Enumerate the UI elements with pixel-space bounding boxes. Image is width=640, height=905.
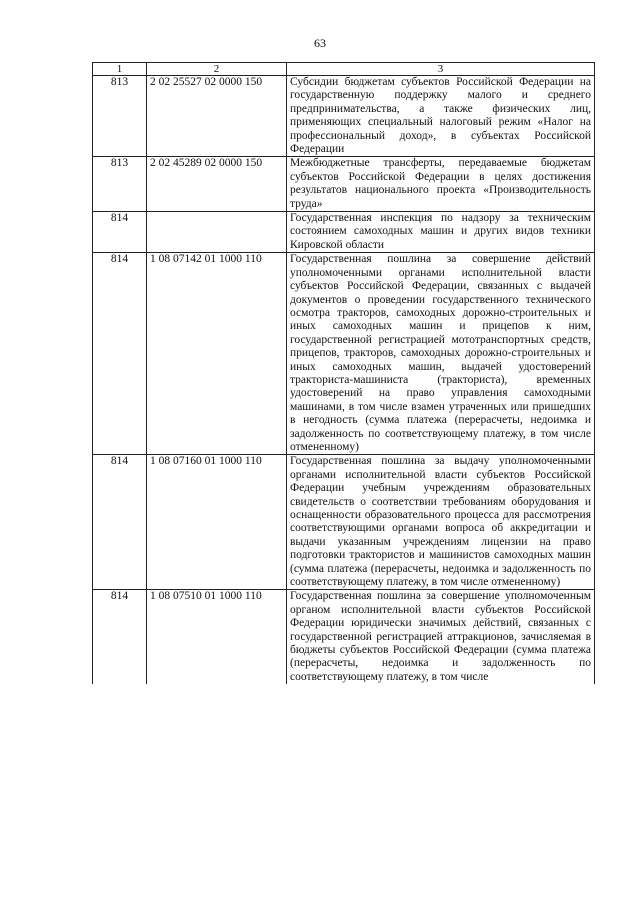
budget-code-cell: 1 08 07160 01 1000 110 — [147, 455, 287, 590]
table-row — [93, 212, 595, 253]
table-row — [93, 157, 595, 212]
admin-code-cell: 814 — [93, 590, 147, 684]
table-row — [93, 455, 595, 590]
description-cell: Государственная пошлина за выдачу уполномоченными органами исполнительной власти субъектов Российской Федерации учебным учреждениям образовательных свидетельств о соответствии требованиям оборудования и оснащенности образовательного процесса для рассмотрения соответствующими органами вопроса об аккредитации и выдачи указанным учреждениям лицензии на право подготовки трактористов и машинистов самоходных машин (сумма платежа (перерасчеты, недоимка и задолженность по соответствующему платежу, в том числе отмененному) — [287, 455, 595, 590]
column-header-description: 3 — [287, 63, 595, 76]
page-number: 63 — [314, 36, 326, 50]
budget-code-cell: 2 02 25527 02 0000 150 — [147, 76, 287, 157]
description-cell: Государственная пошлина за совершение уполномоченным органом исполнительной власти субъектов Российской Федерации юридически значимых действий, связанных с государственной регистрацией аттракционов, зачисляемая в бюджеты субъектов Российской Федерации (сумма платежа (перерасчеты, недоимка и задолженность по соответствующему платежу, в том числе — [287, 590, 595, 684]
table-row — [93, 590, 595, 684]
admin-code-cell: 814 — [93, 455, 147, 590]
budget-code-cell — [147, 212, 287, 253]
budget-code-cell: 1 08 07510 01 1000 110 — [147, 590, 287, 684]
budget-code-cell: 1 08 07142 01 1000 110 — [147, 253, 287, 455]
admin-code-cell: 814 — [93, 212, 147, 253]
budget-classification-table — [92, 62, 595, 684]
admin-code-cell: 814 — [93, 253, 147, 455]
admin-code-cell: 813 — [93, 157, 147, 212]
description-cell: Субсидии бюджетам субъектов Российской Федерации на государственную поддержку малого и среднего предпринимательства, а также физических лиц, применяющих специальный налоговый режим «Налог на профессиональный доход», в субъектах Российской Федерации — [287, 76, 595, 157]
table-header-row — [93, 63, 595, 76]
description-cell: Межбюджетные трансферты, передаваемые бюджетам субъектов Российской Федерации в целях достижения результатов национального проекта «Производительность труда» — [287, 157, 595, 212]
table-row — [93, 253, 595, 455]
budget-code-cell: 2 02 45289 02 0000 150 — [147, 157, 287, 212]
table-row — [93, 76, 595, 157]
admin-code-cell: 813 — [93, 76, 147, 157]
column-header-admin: 1 — [93, 63, 147, 76]
description-cell: Государственная инспекция по надзору за техническим состоянием самоходных машин и других видов техники Кировской области — [287, 212, 595, 253]
description-cell: Государственная пошлина за совершение действий уполномоченными органами исполнительной власти субъектов Российской Федерации, связанных с выдачей документов о проведении государственного технического осмотра тракторов, самоходных дорожно-строительных и иных самоходных машин и прицепов к ним, государственной регистрацией мототранспортных средств, прицепов, тракторов, самоходных дорожно-строительных и иных самоходных машин, выдачей удостоверений тракториста-машиниста (тракториста), временных удостоверений на право управления самоходными машинами, в том числе взамен утраченных или пришедших в негодность (сумма платежа (перерасчеты, недоимка и задолженность по соответствующему платежу, в том числе отмененному) — [287, 253, 595, 455]
column-header-code: 2 — [147, 63, 287, 76]
